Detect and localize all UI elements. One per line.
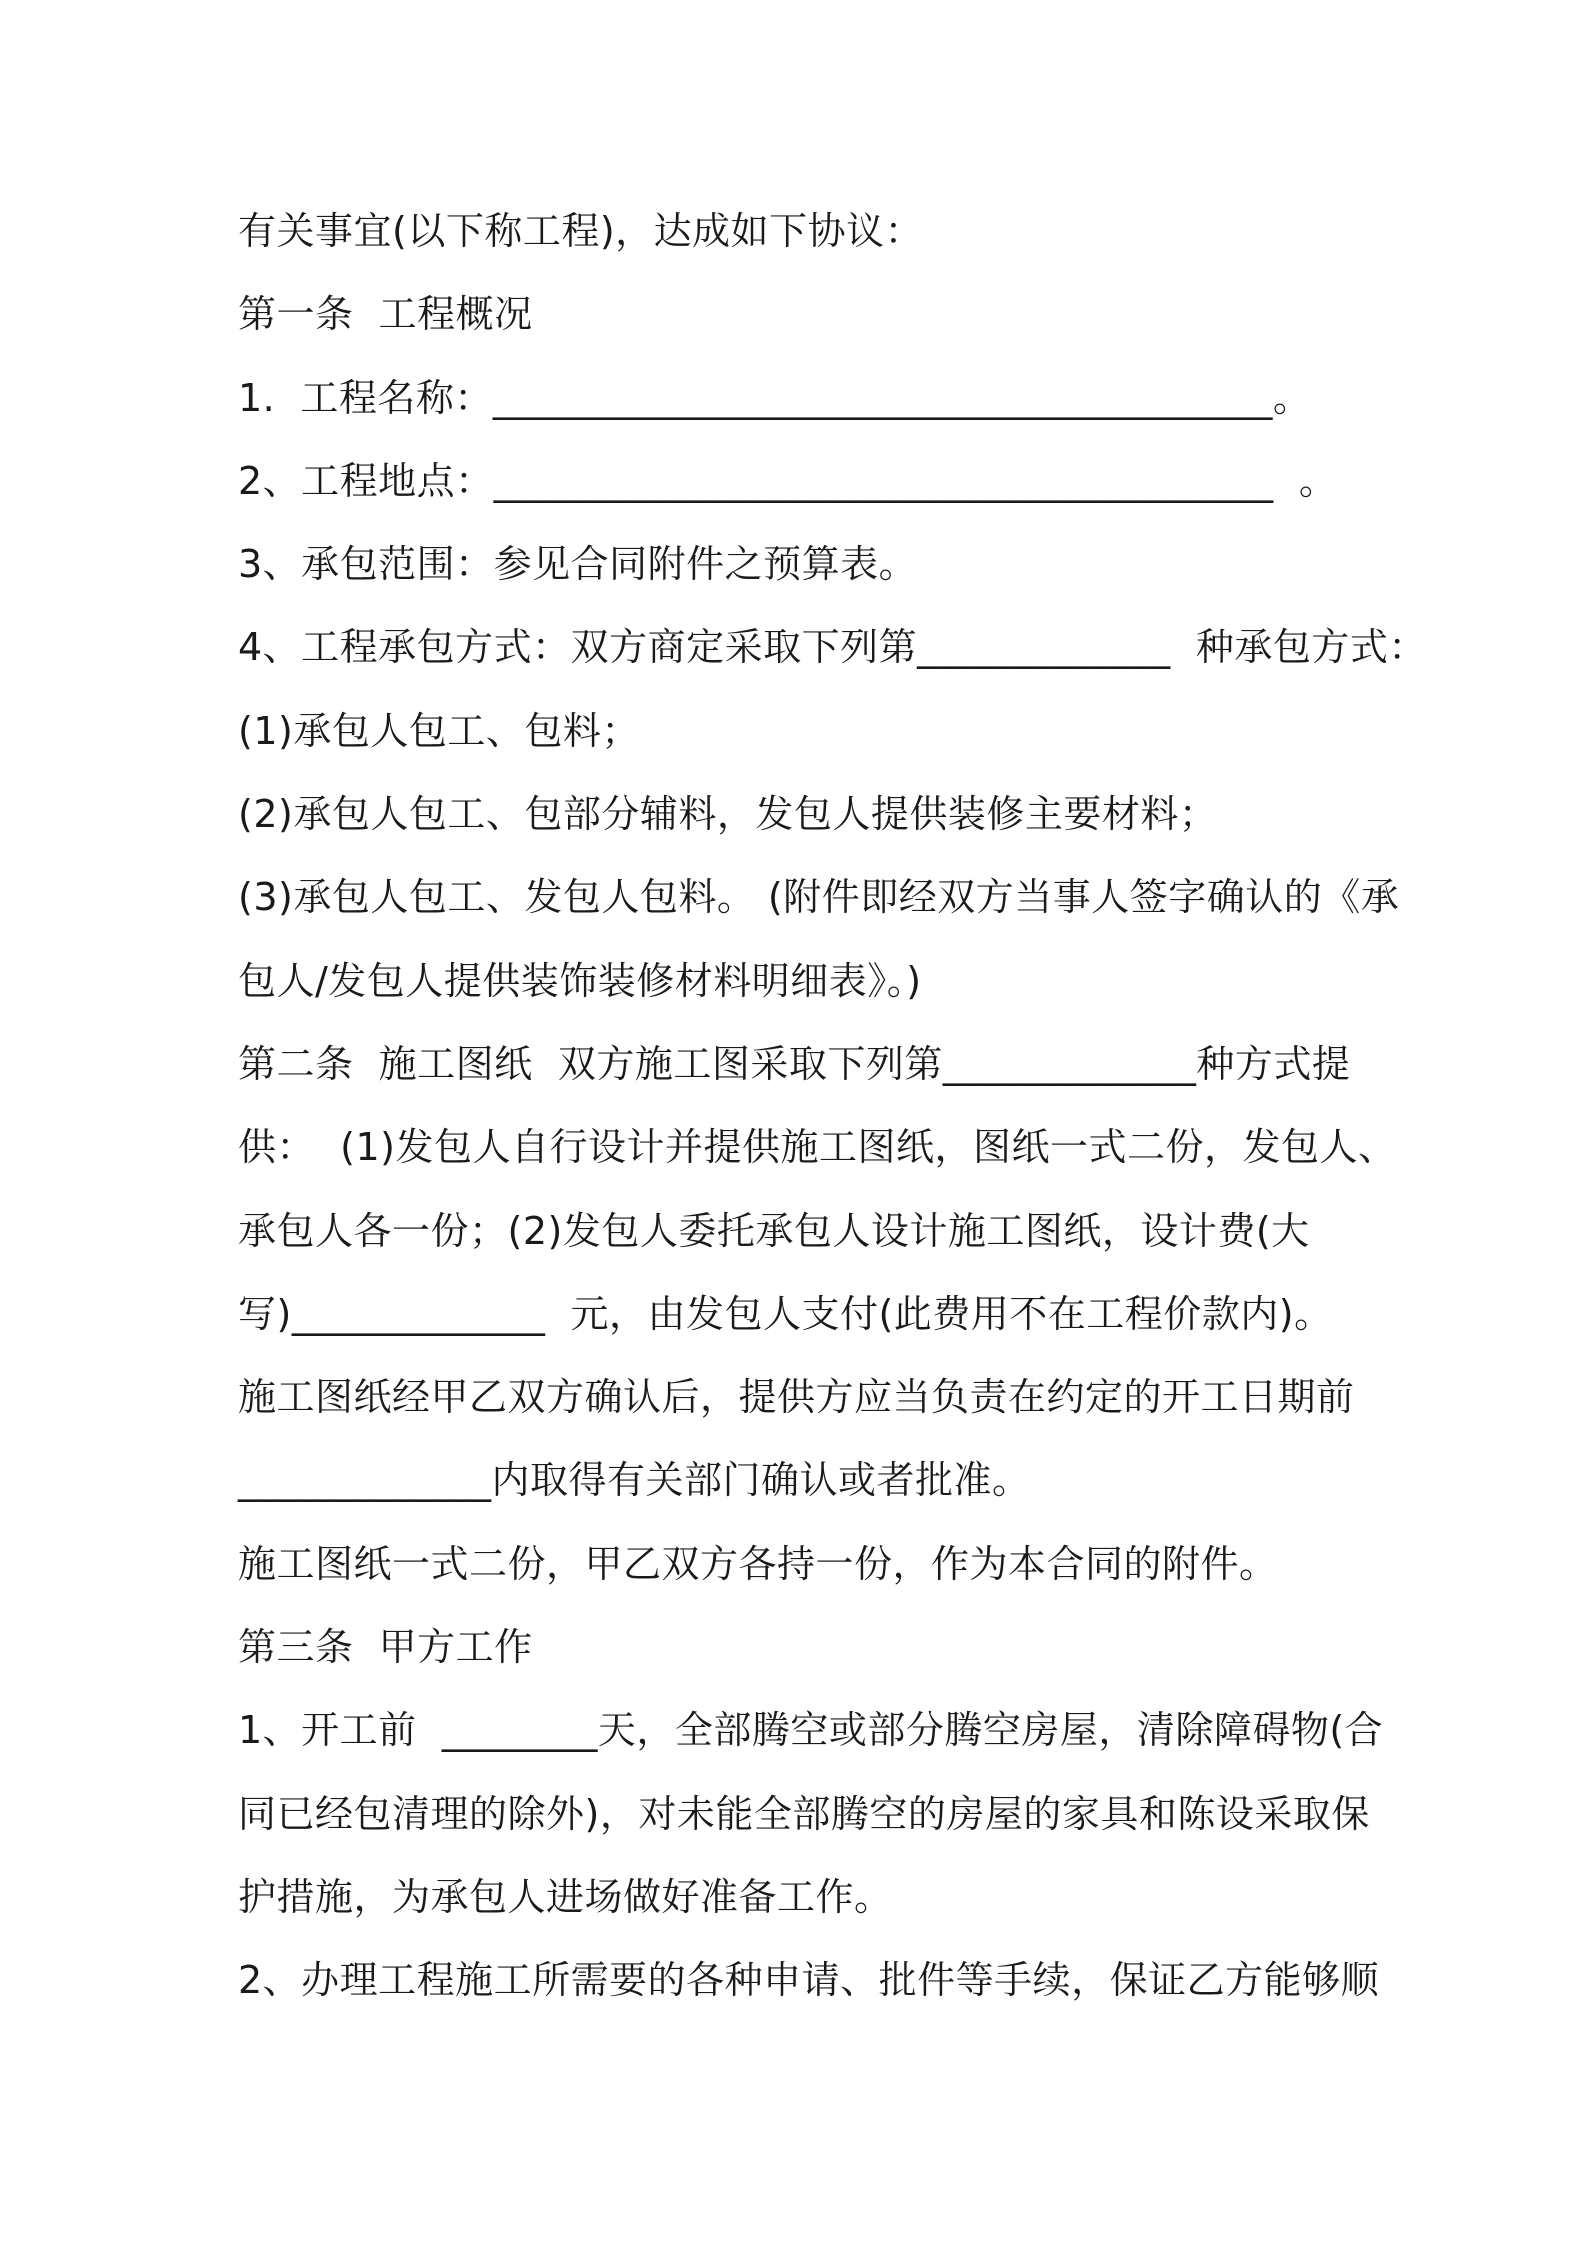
text-line-project-name: 1. 工程名称：________________________________________。 xyxy=(238,375,1312,420)
document-body xyxy=(238,190,1427,2023)
text-line-party-a-1-cont: 同已经包清理的除外)，对未能全部腾空的房屋的家具和陈设采取保 xyxy=(238,1791,1370,1836)
text-line-party-a-1: 1、开工前 ________天，全部腾空或部分腾空房屋，清除障碍物(合 xyxy=(238,1708,1384,1753)
text-line-drawings-confirm: 施工图纸经甲乙双方确认后，提供方应当负责在约定的开工日期前 xyxy=(238,1375,1355,1420)
section-heading-3: 第三条 甲方工作 xyxy=(238,1625,533,1670)
text-line-design-fee: 写)_____________ 元，由发包人支付(此费用不在工程价款内)。 xyxy=(238,1291,1333,1336)
section-heading-1: 第一条 工程概况 xyxy=(238,292,533,337)
text-line-option-3-cont: 包人/发包人提供装饰装修材料明细表》。) xyxy=(238,958,922,1003)
text-line-contract-method: 4、工程承包方式：双方商定采取下列第_____________ 种承包方式： xyxy=(238,625,1427,670)
text-line-drawings-2: 承包人各一份；(2)发包人委托承包人设计施工图纸，设计费(大 xyxy=(238,1208,1310,1253)
text-line-contract-scope: 3、承包范围：参见合同附件之预算表。 xyxy=(238,542,918,587)
text-line-option-1: (1)承包人包工、包料； xyxy=(238,708,640,753)
text-line-party-a-2: 2、办理工程施工所需要的各种申请、批件等手续，保证乙方能够顺 xyxy=(238,1958,1380,2003)
text-line-party-a-1-end: 护措施，为承包人进场做好准备工作。 xyxy=(238,1874,893,1919)
text-line-option-3: (3)承包人包工、发包人包料。 (附件即经双方当事人签字确认的《承 xyxy=(238,875,1400,920)
text-line-option-2: (2)承包人包工、包部分辅料，发包人提供装修主要材料； xyxy=(238,792,1218,837)
text-line-drawings-approval: _____________内取得有关部门确认或者批准。 xyxy=(238,1458,1031,1503)
text-line-project-location: 2、工程地点：________________________________________ 。 xyxy=(238,458,1338,503)
text-line-drawings-copies: 施工图纸一式二份，甲乙双方各持一份，作为本合同的附件。 xyxy=(238,1541,1278,1586)
section-heading-2: 第二条 施工图纸 双方施工图采取下列第_____________种方式提 xyxy=(238,1041,1351,1086)
text-line-1: 有关事宜(以下称工程)，达成如下协议： xyxy=(238,209,924,253)
text-line-drawings-1: 供： (1)发包人自行设计并提供施工图纸，图纸一式二份，发包人、 xyxy=(238,1125,1397,1170)
